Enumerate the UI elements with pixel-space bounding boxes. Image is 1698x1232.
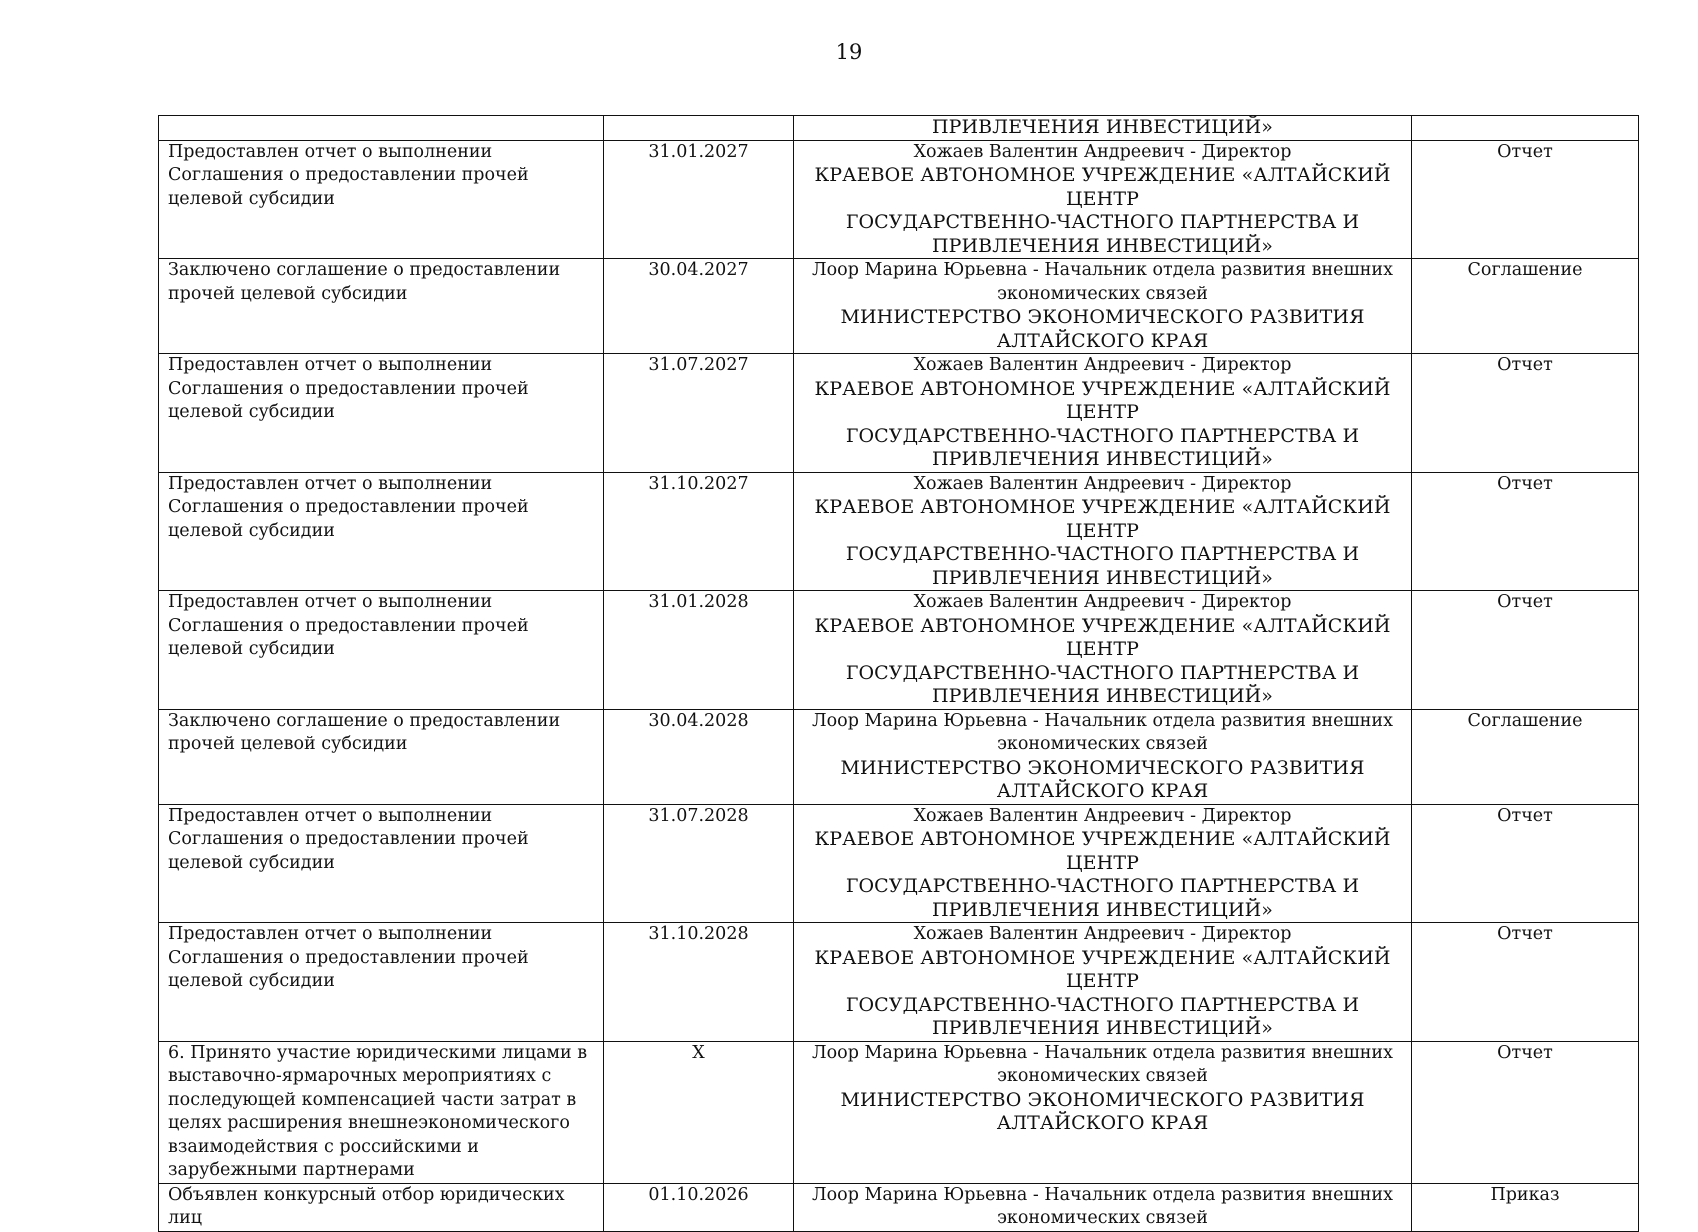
document-cell (1412, 116, 1639, 141)
org-name: ПРИВЛЕЧЕНИЯ ИНВЕСТИЦИЙ» (931, 116, 1274, 138)
responsible-person: Хожаев Валентин Андреевич - Директор (913, 592, 1292, 612)
responsible-person: Хожаев Валентин Андреевич - Директор (913, 355, 1292, 375)
document-cell: Приказ (1412, 1183, 1639, 1231)
schedule-table (158, 115, 1639, 1232)
date-cell: 01.10.2026 (604, 1183, 794, 1231)
document-cell: Отчет (1412, 140, 1639, 259)
table-row (159, 472, 1639, 591)
date-cell: 31.01.2027 (604, 140, 794, 259)
table-row (159, 140, 1639, 259)
event-cell: Предоставлен отчет о выполнении Соглашения о предоставлении прочей целевой субсидии (159, 923, 604, 1042)
responsible-cell (794, 1183, 1412, 1231)
document-cell: Соглашение (1412, 259, 1639, 354)
table-row (159, 591, 1639, 710)
page-number: 19 (835, 40, 863, 64)
table-row (159, 259, 1639, 354)
document-cell: Соглашение (1412, 709, 1639, 804)
org-name (794, 306, 1411, 353)
org-name-line: ПРИВЛЕЧЕНИЯ ИНВЕСТИЦИЙ» (931, 685, 1274, 707)
date-cell: 31.10.2027 (604, 472, 794, 591)
org-name-line: КРАЕВОЕ АВТОНОМНОЕ УЧРЕЖДЕНИЕ «АЛТАЙСКИЙ ЦЕНТР (814, 377, 1391, 423)
table-row (159, 709, 1639, 804)
responsible-cell (794, 1041, 1412, 1183)
responsible-person: Лоор Марина Юрьевна - Начальник отдела развития внешних экономических связей (812, 1184, 1393, 1228)
org-name-line: КРАЕВОЕ АВТОНОМНОЕ УЧРЕЖДЕНИЕ «АЛТАЙСКИЙ ЦЕНТР (814, 614, 1391, 660)
event-cell: Предоставлен отчет о выполнении Соглашения о предоставлении прочей целевой субсидии (159, 591, 604, 710)
org-name-line: ПРИВЛЕЧЕНИЯ ИНВЕСТИЦИЙ» (931, 1017, 1274, 1039)
document-cell: Отчет (1412, 354, 1639, 473)
org-name-line: ПРИВЛЕЧЕНИЯ ИНВЕСТИЦИЙ» (931, 448, 1274, 470)
event-cell: Предоставлен отчет о выполнении Соглашения о предоставлении прочей целевой субсидии (159, 472, 604, 591)
org-name-line: ПРИВЛЕЧЕНИЯ ИНВЕСТИЦИЙ» (931, 566, 1274, 589)
org-name-line: МИНИСТЕРСТВО ЭКОНОМИЧЕСКОГО РАЗВИТИЯ (840, 306, 1365, 328)
org-name-line: ГОСУДАРСТВЕННО-ЧАСТНОГО ПАРТНЕРСТВА И (845, 543, 1360, 565)
event-cell: Предоставлен отчет о выполнении Соглашения о предоставлении прочей целевой субсидии (159, 804, 604, 923)
org-name-line: АЛТАЙСКОГО КРАЯ (996, 1112, 1209, 1134)
document-cell: Отчет (1412, 1041, 1639, 1183)
org-name-line: КРАЕВОЕ АВТОНОМНОЕ УЧРЕЖДЕНИЕ «АЛТАЙСКИЙ ЦЕНТР (814, 496, 1391, 542)
date-cell: 31.10.2028 (604, 923, 794, 1042)
org-name (794, 757, 1411, 804)
document-cell: Отчет (1412, 804, 1639, 923)
org-name (794, 828, 1411, 922)
org-name-line: ГОСУДАРСТВЕННО-ЧАСТНОГО ПАРТНЕРСТВА И (845, 661, 1360, 684)
responsible-cell (794, 923, 1412, 1042)
event-cell: 6. Принято участие юридическими лицами в выставочно-ярмарочных мероприятиях с последующей компенсацией части затрат в целях расширения внешнеэкономического взаимодействия с российскими и зарубежными партнерами (159, 1041, 604, 1183)
responsible-person: Хожаев Валентин Андреевич - Директор (913, 141, 1292, 162)
org-name (794, 615, 1411, 709)
event-cell: Объявлен конкурсный отбор юридических лиц (159, 1183, 604, 1231)
date-cell: 31.07.2027 (604, 354, 794, 473)
responsible-cell (794, 259, 1412, 354)
org-name (794, 378, 1411, 472)
event-cell: Предоставлен отчет о выполнении Соглашения о предоставлении прочей целевой субсидии (159, 354, 604, 473)
org-name (794, 947, 1411, 1041)
org-name (794, 1089, 1411, 1136)
org-name-line: ГОСУДАРСТВЕННО-ЧАСТНОГО ПАРТНЕРСТВА И (845, 993, 1360, 1016)
org-name-line: ГОСУДАРСТВЕННО-ЧАСТНОГО ПАРТНЕРСТВА И (845, 211, 1360, 233)
org-name (794, 496, 1411, 590)
table-row (159, 1183, 1639, 1231)
responsible-cell (794, 354, 1412, 473)
event-cell: Заключено соглашение о предоставлении прочей целевой субсидии (159, 709, 604, 804)
date-cell: 31.01.2028 (604, 591, 794, 710)
table-row (159, 116, 1639, 141)
date-cell: 30.04.2027 (604, 259, 794, 354)
responsible-cell (794, 472, 1412, 591)
table-row (159, 923, 1639, 1042)
date-cell: X (604, 1041, 794, 1183)
org-name-line: КРАЕВОЕ АВТОНОМНОЕ УЧРЕЖДЕНИЕ «АЛТАЙСКИЙ ЦЕНТР (814, 164, 1391, 210)
responsible-person: Лоор Марина Юрьевна - Начальник отдела развития внешних экономических связей (812, 260, 1393, 304)
responsible-person: Хожаев Валентин Андреевич - Директор (913, 805, 1292, 826)
org-name-line: МИНИСТЕРСТВО ЭКОНОМИЧЕСКОГО РАЗВИТИЯ (840, 756, 1365, 779)
table-row (159, 804, 1639, 923)
org-name-line: КРАЕВОЕ АВТОНОМНОЕ УЧРЕЖДЕНИЕ «АЛТАЙСКИЙ ЦЕНТР (814, 946, 1391, 992)
responsible-person: Хожаев Валентин Андреевич - Директор (913, 473, 1292, 494)
responsible-person: Лоор Марина Юрьевна - Начальник отдела развития внешних экономических связей (812, 710, 1393, 754)
date-cell: 31.07.2028 (604, 804, 794, 923)
org-name-line: ПРИВЛЕЧЕНИЯ ИНВЕСТИЦИЙ» (931, 234, 1274, 257)
date-cell: 30.04.2028 (604, 709, 794, 804)
org-name-line: АЛТАЙСКОГО КРАЯ (996, 329, 1209, 352)
document-cell: Отчет (1412, 591, 1639, 710)
event-cell: Предоставлен отчет о выполнении Соглашения о предоставлении прочей целевой субсидии (159, 140, 604, 259)
org-name-line: КРАЕВОЕ АВТОНОМНОЕ УЧРЕЖДЕНИЕ «АЛТАЙСКИЙ ЦЕНТР (814, 828, 1391, 874)
org-name (794, 164, 1411, 258)
org-name-line: АЛТАЙСКОГО КРАЯ (996, 780, 1209, 802)
document-cell: Отчет (1412, 923, 1639, 1042)
event-cell: Заключено соглашение о предоставлении прочей целевой субсидии (159, 259, 604, 354)
event-cell (159, 116, 604, 141)
responsible-cell (794, 804, 1412, 923)
responsible-person: Лоор Марина Юрьевна - Начальник отдела развития внешних экономических связей (812, 1042, 1393, 1086)
responsible-person: Хожаев Валентин Андреевич - Директор (913, 924, 1292, 944)
responsible-cell (794, 116, 1412, 141)
responsible-cell (794, 709, 1412, 804)
org-name-line: ПРИВЛЕЧЕНИЯ ИНВЕСТИЦИЙ» (931, 898, 1274, 921)
table-row (159, 354, 1639, 473)
org-name-line: ГОСУДАРСТВЕННО-ЧАСТНОГО ПАРТНЕРСТВА И (845, 424, 1360, 447)
responsible-cell (794, 140, 1412, 259)
org-name-line: ГОСУДАРСТВЕННО-ЧАСТНОГО ПАРТНЕРСТВА И (845, 875, 1360, 897)
org-name-line: МИНИСТЕРСТВО ЭКОНОМИЧЕСКОГО РАЗВИТИЯ (840, 1088, 1365, 1111)
table-row (159, 1041, 1639, 1183)
date-cell (604, 116, 794, 141)
responsible-cell (794, 591, 1412, 710)
document-cell: Отчет (1412, 472, 1639, 591)
